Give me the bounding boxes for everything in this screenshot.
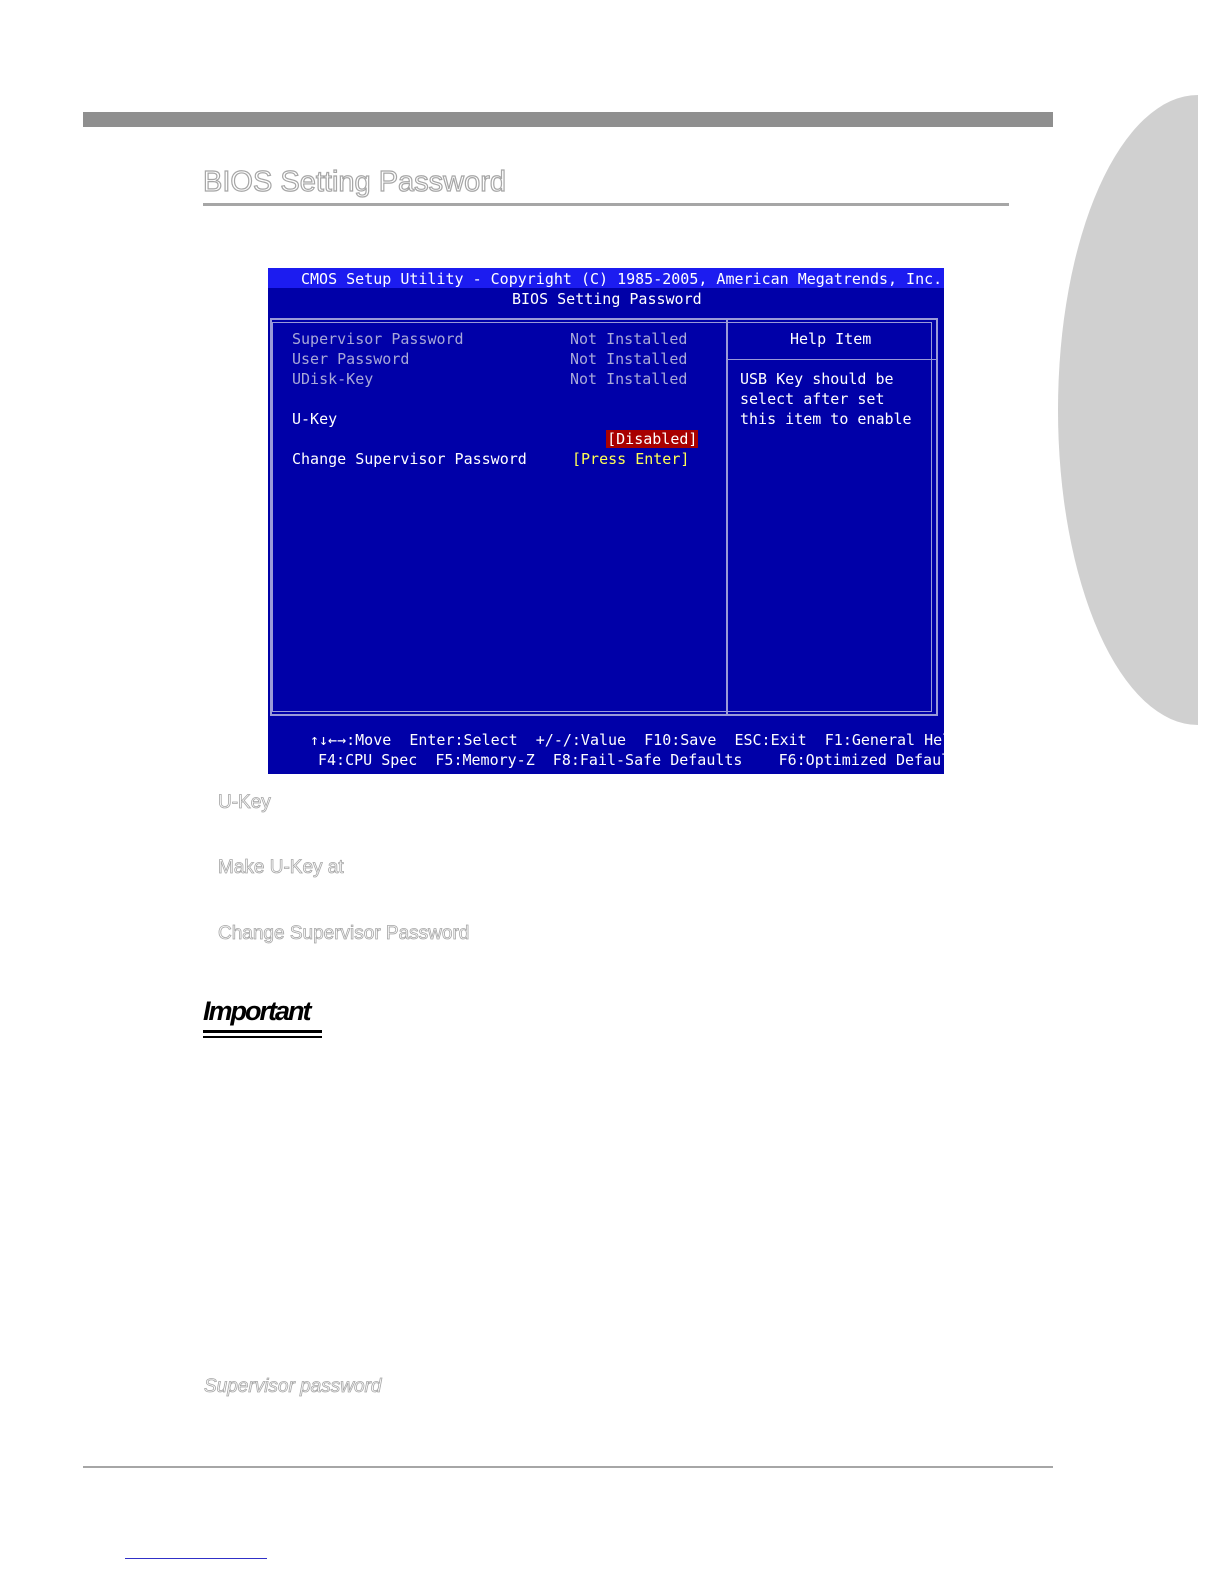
help-line: this item to enable — [740, 410, 912, 428]
item-supervisor-password-label: Supervisor Password — [292, 330, 464, 348]
important-underline — [203, 1030, 322, 1033]
bios-screen — [268, 268, 969, 774]
important-label: Important — [203, 996, 310, 1026]
bios-screen-title: BIOS Setting Password — [512, 290, 702, 308]
important-underline — [203, 1036, 322, 1038]
change-supervisor-heading: Change Supervisor Password — [218, 923, 470, 944]
item-user-password-label: User Password — [292, 350, 410, 368]
item-u-key-value[interactable]: [Disabled] — [607, 430, 698, 448]
help-item-title: Help Item — [790, 330, 872, 348]
item-udisk-key-label: UDisk-Key — [292, 370, 374, 388]
header-bar — [83, 112, 1053, 127]
page-link-underline — [125, 1558, 267, 1559]
help-line: select after set — [740, 390, 885, 408]
footer-divider — [83, 1466, 1053, 1468]
help-title-rule — [728, 359, 938, 360]
item-change-supervisor-value[interactable]: [Press Enter] — [572, 450, 690, 468]
supervisor-password-note: Supervisor password — [204, 1376, 382, 1397]
important-callout — [203, 996, 323, 1042]
item-change-supervisor-label[interactable]: Change Supervisor Password — [292, 450, 527, 468]
bios-copyright: CMOS Setup Utility - Copyright (C) 1985-2005, American Megatrends, Inc. — [301, 270, 943, 288]
item-udisk-key-value: Not Installed — [570, 370, 688, 388]
help-line: USB Key should be — [740, 370, 894, 388]
page-title: BIOS Setting Password — [203, 166, 507, 198]
ukey-heading: U-Key — [218, 792, 271, 813]
make-ukey-heading: Make U-Key at — [218, 857, 344, 878]
help-divider — [726, 320, 728, 714]
side-tab — [1058, 95, 1198, 725]
item-user-password-value: Not Installed — [570, 350, 688, 368]
bios-footer-keys-2: F4:CPU Spec F5:Memory-Z F8:Fail-Safe Defaults F6:Optimized Defaults — [318, 751, 969, 769]
item-supervisor-password-value: Not Installed — [570, 330, 688, 348]
item-u-key-label[interactable]: U-Key — [292, 410, 338, 428]
bios-footer-keys-1: ↑↓←→:Move Enter:Select +/-/:Value F10:Save ESC:Exit F1:General Help — [310, 731, 961, 749]
title-divider — [203, 203, 1009, 206]
